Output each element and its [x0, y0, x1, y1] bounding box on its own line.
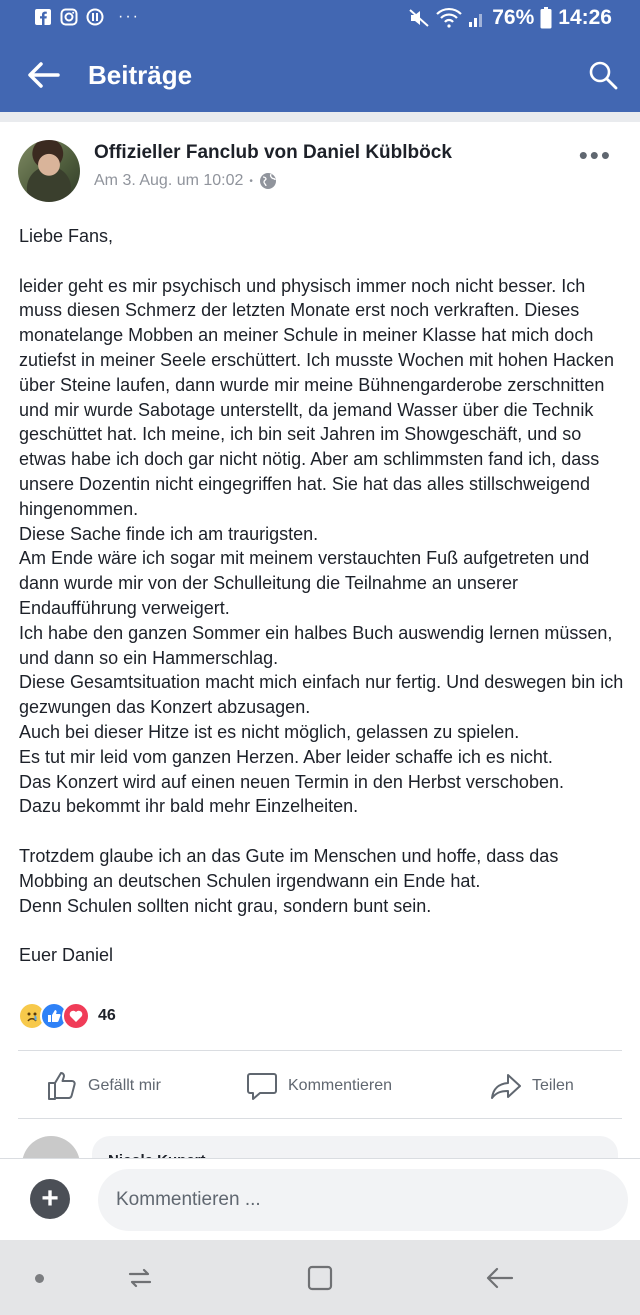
like-label: Gefällt mir	[88, 1077, 161, 1094]
love-reaction-icon	[62, 1002, 90, 1030]
home-icon[interactable]	[306, 1264, 334, 1292]
signal-icon	[468, 8, 486, 28]
post-paragraph: Trotzdem glaube ich an das Gute im Menschen und hoffe, dass das Mobbing an deutschen Schulen irgendwann ein Ende hat.	[19, 845, 559, 891]
post-options-button[interactable]: •••	[578, 140, 612, 170]
share-arrow-icon	[490, 1070, 522, 1102]
status-system	[408, 6, 612, 30]
share-label: Teilen	[532, 1077, 574, 1094]
mute-icon	[408, 8, 430, 28]
search-icon[interactable]	[588, 60, 618, 90]
paragraph-gap	[19, 918, 629, 943]
paragraph-gap	[19, 249, 629, 274]
share-button[interactable]	[490, 1070, 574, 1102]
post-paragraph: Diese Gesamtsituation macht mich einfach nur fertig. Und deswegen bin ich gezwungen das Konzert abzusagen.	[19, 672, 624, 718]
divider	[18, 1118, 622, 1119]
comment-preview[interactable]	[0, 1128, 640, 1158]
post-author[interactable]: Offizieller Fanclub von Daniel Küblböck	[94, 142, 452, 163]
battery-percent: 76%	[492, 6, 535, 29]
comment-input[interactable]: Kommentieren ...	[98, 1169, 628, 1231]
back-icon[interactable]	[486, 1264, 514, 1292]
status-notifications	[34, 8, 140, 26]
post-paragraph: Das Konzert wird auf einen neuen Termin in den Herbst verschoben.	[19, 771, 564, 792]
wifi-icon	[436, 8, 462, 28]
more-notifications-indicator: ···	[118, 8, 140, 25]
post-paragraph: leider geht es mir psychisch und physisch immer noch nicht besser. Ich muss diesen Schmerz der letzten Monate erst noch verkraften. Dieses monatelange Mobben an meiner Schule in meiner Klasse hat mich doch zutiefst in meiner Seele erschüttert. Ich musste Wochen mit hohen Hacken über Steine laufen, dann wurde mir meine Bühnengarderobe zerschnitten und mir wurde Sabotage unterstellt, da jemand Wasser über die Technik geschüttet hat. Ich meine, ich bin seit Jahren im Showgeschäft, und so etwas habe ich doch gar nicht nötig. Aber am schlimmsten fand ich, dass unsere Dozentin nicht eingegriffen hat. Sie hat das alles stillschweigend hingenommen.	[19, 275, 614, 519]
comment-composer	[0, 1158, 640, 1241]
post-text	[19, 224, 629, 968]
system-nav-bar	[0, 1240, 640, 1315]
post-timestamp[interactable]: Am 3. Aug. um 10:02	[94, 172, 244, 189]
post-meta	[94, 172, 277, 190]
thumbs-up-icon	[46, 1070, 78, 1102]
paragraph-gap	[19, 819, 629, 844]
app-notification-icon	[86, 8, 104, 26]
post-paragraph: Es tut mir leid vom ganzen Herzen. Aber leider schaffe ich es nicht.	[19, 746, 553, 767]
reaction-count: 46	[98, 1007, 116, 1024]
post-paragraph: Ich habe den ganzen Sommer ein halbes Buch auswendig lernen müssen, und dann so ein Hammerschlag.	[19, 622, 613, 668]
clock: 14:26	[558, 6, 612, 29]
post-paragraph: Auch bei dieser Hitze ist es nicht möglich, gelassen zu spielen.	[19, 721, 520, 742]
comment-button[interactable]	[246, 1070, 392, 1102]
post-paragraph: Euer Daniel	[19, 945, 114, 966]
post-paragraph: Diese Sache finde ich am traurigsten.	[19, 523, 319, 544]
status-bar	[0, 0, 640, 38]
reactions-summary[interactable]	[18, 1002, 116, 1030]
instagram-notification-icon	[60, 8, 78, 26]
post-card	[0, 122, 640, 1162]
post-paragraph: Am Ende wäre ich sogar mit meinem verstauchten Fuß aufgetreten und dann wurde mir von der Schulleitung die Teilnahme an unserer Endaufführung verweigert.	[19, 548, 590, 618]
globe-icon	[259, 172, 277, 190]
back-arrow-icon[interactable]	[26, 60, 60, 90]
recent-apps-icon[interactable]	[126, 1264, 154, 1292]
meta-separator: •	[249, 175, 253, 187]
post-actions	[0, 1052, 640, 1118]
page-avatar[interactable]	[18, 140, 80, 202]
post-paragraph: Denn Schulen sollten nicht grau, sondern bunt sein.	[19, 895, 432, 916]
comment-label: Kommentieren	[288, 1077, 393, 1094]
page-title: Beiträge	[88, 60, 193, 90]
divider	[18, 1050, 622, 1051]
battery-icon	[540, 7, 552, 29]
post-paragraph: Dazu bekommt ihr bald mehr Einzelheiten.	[19, 796, 359, 817]
comment-bubble-icon	[246, 1070, 278, 1102]
nav-dot-icon[interactable]	[35, 1274, 44, 1283]
like-button[interactable]	[46, 1070, 161, 1102]
app-bar	[0, 38, 640, 112]
facebook-notification-icon	[34, 8, 52, 26]
post-paragraph: Liebe Fans,	[19, 226, 114, 246]
add-attachment-button[interactable]: +	[30, 1179, 70, 1219]
